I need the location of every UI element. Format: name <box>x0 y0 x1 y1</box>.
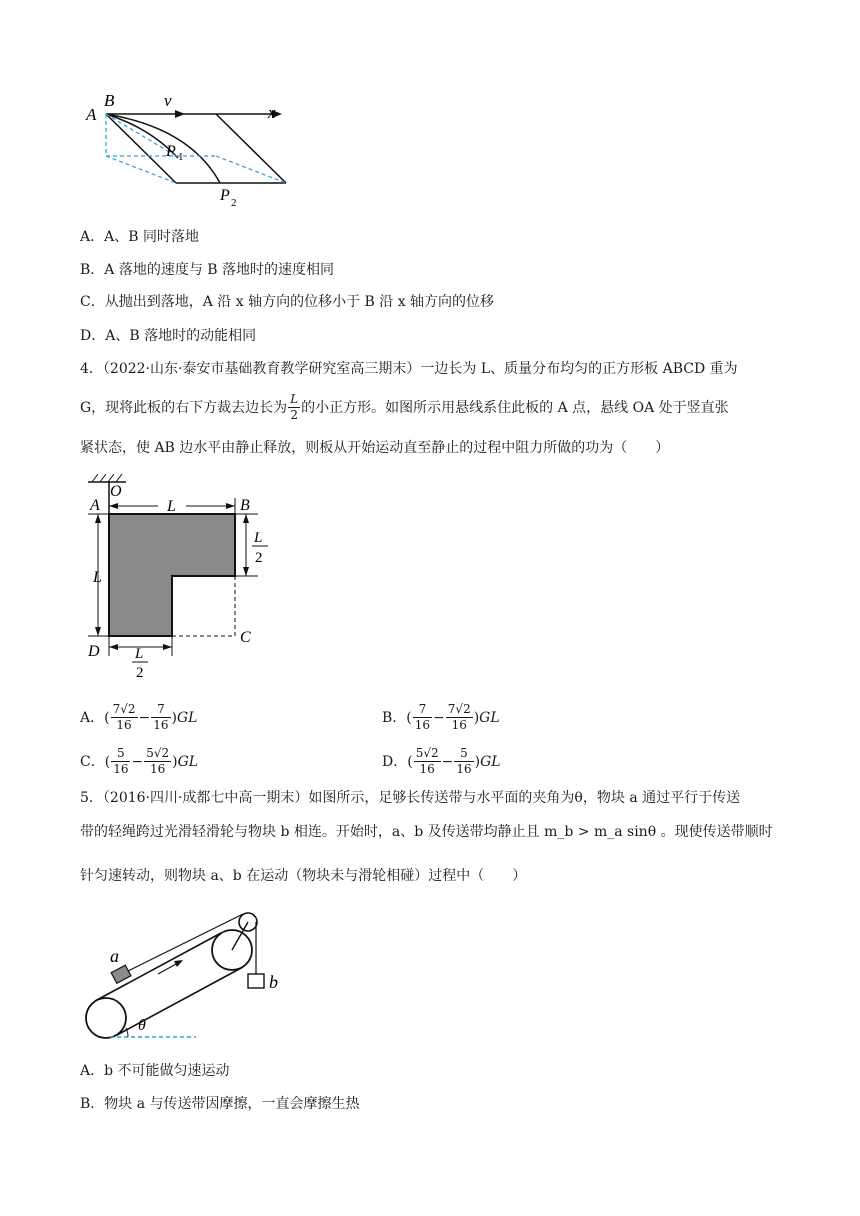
q4-stem-line2: G，现将此板的右下方裁去边长为 $\frac{L}{2}$ 的小正方形。如图所示用悬线系住此板的 A 点，悬线 OA 处于竖直张 <box>80 392 729 422</box>
q3-option-b: B．A 落地的速度与 B 落地时的速度相同 <box>80 262 335 278</box>
q4-stem-line1: 4．（2022·山东·泰安市基础教育教学研究室高三期末）一边长为 L、质量分布均匀的正方形板 ABCD 重为 <box>80 361 738 377</box>
label-A: A <box>90 497 100 514</box>
q5-stem-line2: 带的轻绳跨过光滑轻滑轮与物块 b 相连。开始时，a、b 及传送带均静止且 m_b > m_a sinθ 。现使传送带顺时 <box>80 824 773 840</box>
label-P2-sub: 2 <box>231 197 237 209</box>
label-L-left: L <box>93 569 102 586</box>
label-O: O <box>110 483 122 500</box>
q4-option-d: D． ( $\frac{5√2}{16}$ − $\frac{5}{16}$ ) GL <box>382 746 501 776</box>
q3-option-d: D．A、B 落地时的动能相同 <box>80 328 257 344</box>
q3-option-a: A．A、B 同时落地 <box>80 229 199 245</box>
label-bot-num: L <box>135 646 144 662</box>
q4-option-a: A． ( $\frac{7√2}{16}$ − $\frac{7}{16}$ ) GL <box>80 702 198 732</box>
conveyor-figure <box>80 898 300 1048</box>
label-half-den: 2 <box>255 550 263 566</box>
label-a: a <box>110 946 119 966</box>
q4-half-fraction: $\frac{L}{2}$ <box>290 392 299 422</box>
label-half-num: L <box>254 530 263 546</box>
label-x: x <box>268 103 276 122</box>
label-C: C <box>240 629 251 646</box>
label-bot-den: 2 <box>136 665 144 681</box>
projectile-figure <box>80 88 300 213</box>
label-L-top: L <box>167 498 176 515</box>
label-P1-sub: 1 <box>178 151 184 163</box>
q3-option-c: C．从抛出到落地，A 沿 x 轴方向的位移小于 B 沿 x 轴方向的位移 <box>80 294 495 310</box>
label-A: A <box>86 105 97 124</box>
label-B: B <box>104 91 115 110</box>
q4-option-c: C． ( $\frac{5}{16}$ − $\frac{5√2}{16}$ ) GL <box>80 746 199 776</box>
label-b: b <box>269 972 278 992</box>
plate-figure <box>80 470 280 685</box>
q5-stem-line3: 针匀速转动，则物块 a、b 在运动（物块未与滑轮相碰）过程中（ ） <box>80 868 527 884</box>
label-v: v <box>164 91 172 110</box>
label-D: D <box>88 643 100 660</box>
label-theta: θ <box>138 1017 146 1034</box>
label-P2: P <box>220 187 230 204</box>
label-P1: P <box>166 143 176 160</box>
q5-option-b: B．物块 a 与传送带因摩擦，一直会摩擦生热 <box>80 1096 360 1112</box>
q4-option-b: B． ( $\frac{7}{16}$ − $\frac{7√2}{16}$ ) GL <box>382 702 500 732</box>
q5-stem-line1: 5．（2016·四川·成都七中高一期末）如图所示，足够长传送带与水平面的夹角为θ，物块 a 通过平行于传送 <box>80 790 741 806</box>
q5-option-a: A．b 不可能做匀速运动 <box>80 1063 230 1079</box>
label-B: B <box>240 497 250 514</box>
q4-stem-line3: 紧状态，使 AB 边水平由静止释放，则板从开始运动直至静止的过程中阻力所做的功为（ ） <box>80 440 670 456</box>
